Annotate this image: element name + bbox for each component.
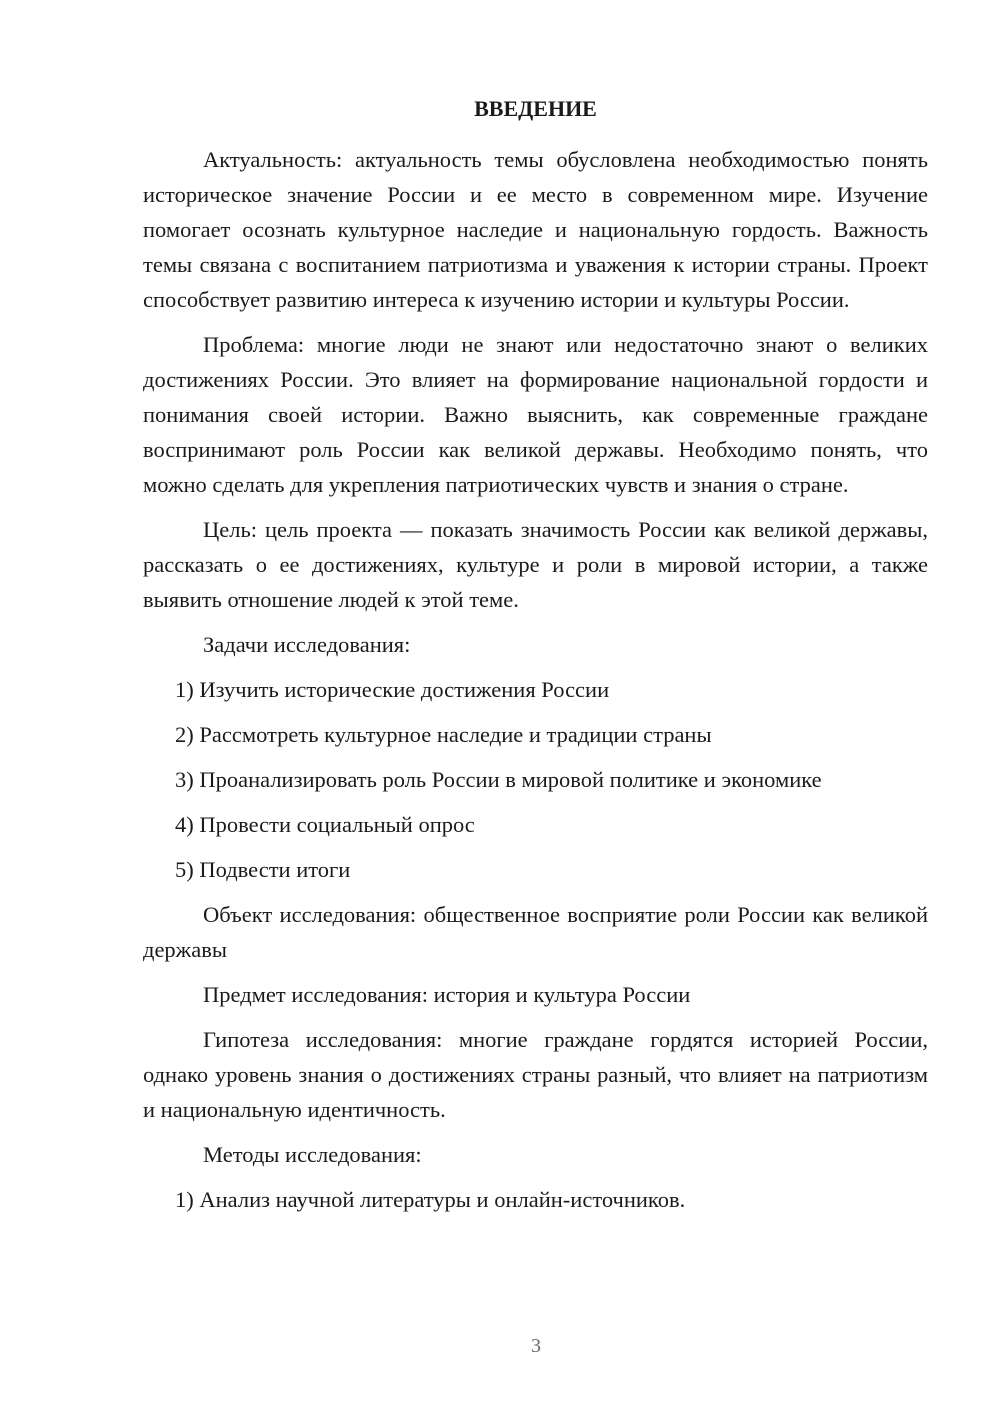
list-item: 1) Изучить исторические достижения России (175, 677, 610, 702)
methods-list (143, 1182, 928, 1217)
section-heading: ВВЕДЕНИЕ (474, 96, 597, 121)
subject-paragraph: Предмет исследования: история и культура России (203, 982, 691, 1007)
object-paragraph: Объект исследования: общественное восприятие роли России как великой державы (143, 902, 928, 962)
list-item: 2) Рассмотреть культурное наследие и традиции страны (175, 722, 712, 747)
methods-title: Методы исследования: (203, 1142, 422, 1167)
list-item: 1) Анализ научной литературы и онлайн-источников. (175, 1187, 686, 1212)
tasks-list (143, 672, 928, 887)
hypothesis-paragraph: Гипотеза исследования: многие граждане гордятся историей России, однако уровень знания о достижениях страны разный, что влияет на патриотизм и национальную идентичность. (143, 1027, 928, 1122)
page-number: 3 (531, 1335, 541, 1357)
list-item: 4) Провести социальный опрос (175, 812, 475, 837)
relevance-paragraph: Актуальность: актуальность темы обусловлена необходимостью понять историческое значение России и ее место в современном мире. Изучение помогает осознать культурное наследие и национальную гордость. Важность темы связана с воспитанием патриотизма и уважения к истории страны. Проект способствует развитию интереса к изучению истории и культуры России. (143, 147, 928, 312)
document-page (143, 94, 928, 1227)
problem-paragraph: Проблема: многие люди не знают или недостаточно знают о великих достижениях России. Это влияет на формирование национальной гордости и понимания своей истории. Важно выяснить, как современные граждане воспринимают роль России как великой державы. Необходимо понять, что можно сделать для укрепления патриотических чувств и знания о стране. (143, 332, 928, 497)
list-item: 5) Подвести итоги (175, 857, 351, 882)
goal-paragraph: Цель: цель проекта — показать значимость России как великой державы, рассказать о ее достижениях, культуре и роли в мировой истории, а также выявить отношение людей к этой теме. (143, 517, 928, 612)
list-item: 3) Проанализировать роль России в мировой политике и экономике (175, 767, 822, 792)
tasks-title: Задачи исследования: (203, 632, 411, 657)
